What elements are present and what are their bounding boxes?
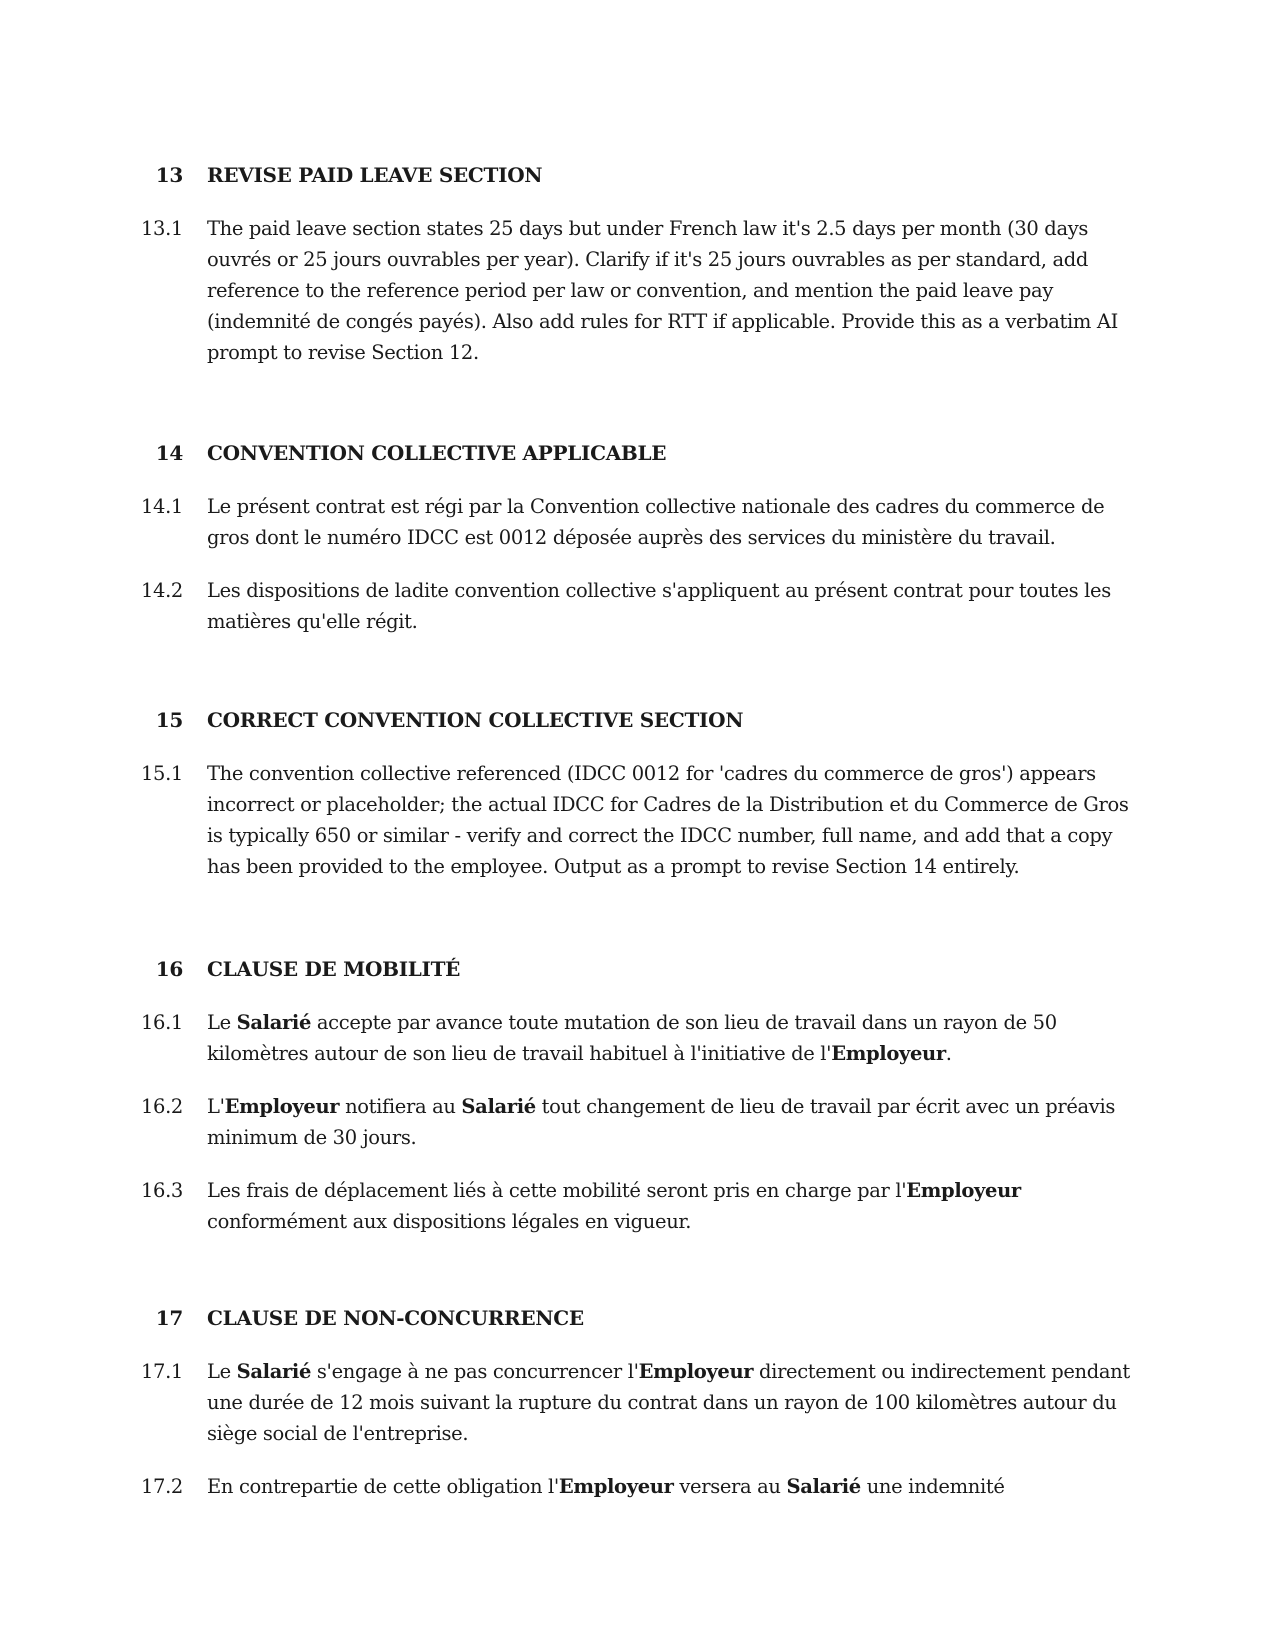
clause-segment: . (945, 1042, 952, 1065)
clause-text (207, 1007, 1132, 1069)
clause-segment-bold: Employeur (831, 1042, 946, 1065)
section-heading (0, 708, 1275, 738)
clause-segment: conformément aux dispositions légales en vigueur. (207, 1210, 692, 1233)
clause-segment: Le (207, 1360, 237, 1383)
clause-segment: The paid leave section states 25 days but under French law it's 2.5 days per month (30 days ouvrés or 25 jours ouvrables per year). Clarify if it's 25 jours ouvrables as per standard, add reference to the reference period per law or convention, and mention the paid leave pay (indemnité de congés payés). Also add rules for RTT if applicable. Provide this as a verbatim AI prompt to revise Section 12. (207, 217, 1118, 364)
section-title: CLAUSE DE MOBILITÉ (207, 957, 461, 981)
clause-13-1 (0, 213, 1275, 368)
clause-text (207, 758, 1132, 882)
clause-segment-bold: Salarié (236, 1011, 312, 1034)
section-heading (0, 441, 1275, 471)
clause-14-1 (0, 491, 1275, 553)
clause-segment-bold: Employeur (638, 1360, 754, 1383)
section-number: 16 (155, 957, 183, 981)
clause-number: 16.3 (140, 1179, 183, 1202)
clause-segment-bold: Salarié (461, 1095, 536, 1118)
clause-17-2 (0, 1471, 1275, 1502)
section-17 (0, 1306, 1275, 1502)
clause-segment-bold: Employeur (224, 1095, 340, 1118)
section-title: REVISE PAID LEAVE SECTION (207, 163, 543, 187)
section-title: CONVENTION COLLECTIVE APPLICABLE (207, 441, 667, 465)
clause-segment: une indemnité (860, 1475, 1005, 1498)
clause-number: 16.1 (140, 1011, 183, 1034)
clause-segment: notifiera au (339, 1095, 462, 1118)
clause-segment: Le (207, 1011, 237, 1034)
clause-number: 13.1 (140, 217, 183, 240)
clause-text (207, 213, 1132, 368)
clause-text (207, 1175, 1132, 1237)
clause-segment: tout changement de lieu de travail par écrit avec un préavis minimum de 30 jours. (207, 1095, 1115, 1149)
clause-segment: L' (207, 1095, 225, 1118)
clause-17-1 (0, 1356, 1275, 1449)
clause-text (207, 1356, 1132, 1449)
clause-segment-bold: Employeur (906, 1179, 1021, 1202)
clause-16-3 (0, 1175, 1275, 1237)
clause-segment: En contrepartie de cette obligation l' (207, 1475, 559, 1498)
clause-14-2 (0, 575, 1275, 637)
section-14 (0, 441, 1275, 637)
section-number: 13 (155, 163, 183, 187)
clause-segment: accepte par avance toute mutation de son lieu de travail dans un rayon de 50 kilomètres autour de son lieu de travail habituel à l'initiative de l' (207, 1011, 1057, 1065)
clause-segment: The convention collective referenced (IDCC 0012 for 'cadres du commerce de gros') appears incorrect or placeholder; the actual IDCC for Cadres de la Distribution et du Commerce de Gros is typically 650 or similar - verify and correct the IDCC number, full name, and add that a copy has been provided to the employee. Output as a prompt to revise Section 14 entirely. (207, 762, 1129, 878)
clause-segment: Le présent contrat est régi par la Convention collective nationale des cadres du commerce de gros dont le numéro IDCC est 0012 déposée auprès des services du ministère du travail. (207, 495, 1105, 549)
clause-segment: Les dispositions de ladite convention collective s'appliquent au présent contrat pour toutes les matières qu'elle régit. (207, 579, 1111, 633)
section-number: 14 (155, 441, 183, 465)
clause-segment-bold: Employeur (558, 1475, 674, 1498)
clause-segment: directement ou indirectement pendant une durée de 12 mois suivant la rupture du contrat dans un rayon de 100 kilomètres autour du siège social de l'entreprise. (207, 1360, 1130, 1445)
section-15 (0, 708, 1275, 882)
clause-number: 17.1 (140, 1360, 183, 1383)
clause-text (207, 1471, 1132, 1502)
clause-number: 16.2 (140, 1095, 183, 1118)
clause-text (207, 491, 1132, 553)
section-13 (0, 163, 1275, 368)
section-heading (0, 1306, 1275, 1336)
clause-segment: s'engage à ne pas concurrencer l' (311, 1360, 639, 1383)
clause-15-1 (0, 758, 1275, 882)
section-title: CLAUSE DE NON-CONCURRENCE (207, 1306, 584, 1330)
clause-number: 14.1 (140, 495, 183, 518)
clause-segment: versera au (673, 1475, 787, 1498)
section-heading (0, 957, 1275, 987)
clause-segment: Les frais de déplacement liés à cette mobilité seront pris en charge par l' (207, 1179, 907, 1202)
section-heading (0, 163, 1275, 193)
clause-number: 17.2 (140, 1475, 183, 1498)
section-number: 17 (155, 1306, 183, 1330)
section-16 (0, 957, 1275, 1237)
clause-segment-bold: Salarié (786, 1475, 861, 1498)
clause-segment-bold: Salarié (236, 1360, 312, 1383)
section-number: 15 (155, 708, 183, 732)
clause-16-2 (0, 1091, 1275, 1153)
clause-number: 15.1 (140, 762, 183, 785)
section-title: CORRECT CONVENTION COLLECTIVE SECTION (207, 708, 744, 732)
clause-number: 14.2 (140, 579, 183, 602)
clause-text (207, 575, 1132, 637)
clause-16-1 (0, 1007, 1275, 1069)
clause-text (207, 1091, 1132, 1153)
